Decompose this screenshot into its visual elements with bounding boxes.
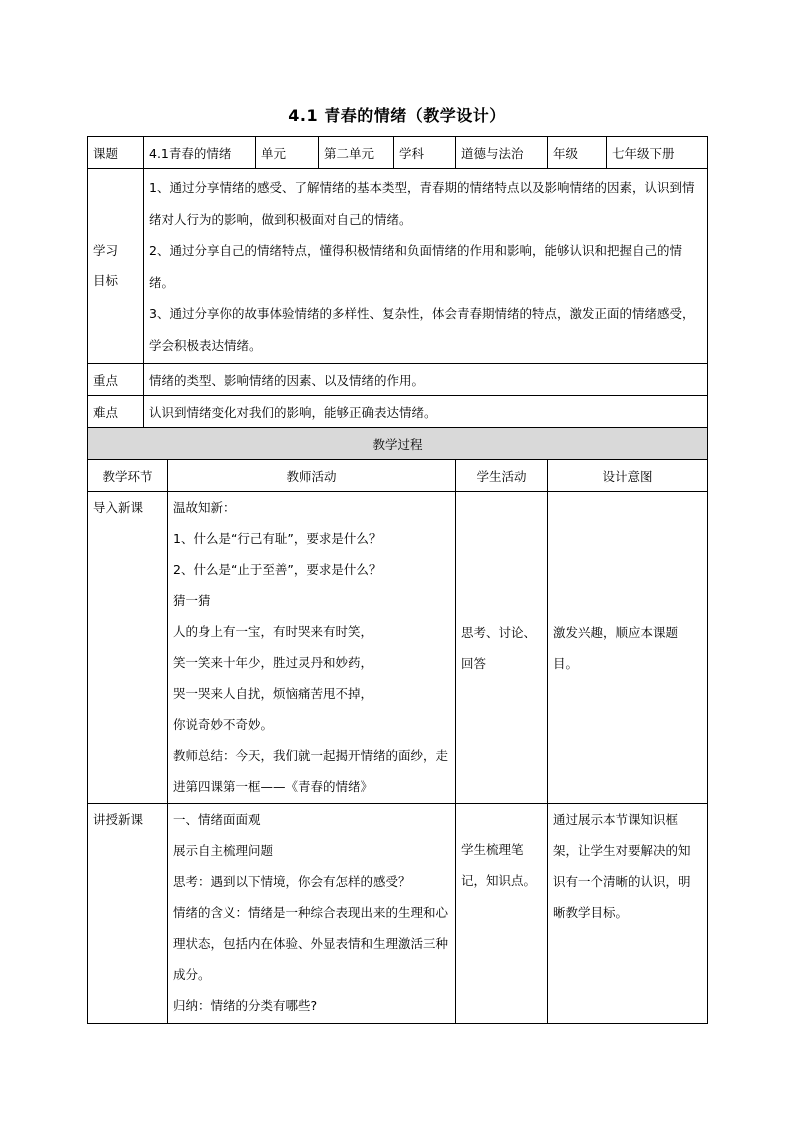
key-points-text: 情绪的类型、影响情绪的因素、以及情绪的作用。 (144, 364, 708, 396)
design-intent-cell: 通过展示本节课知识框架，让学生对要解决的知识有一个清晰的认识，明晰教学目标。 (548, 804, 708, 1024)
process-columns-row (88, 460, 708, 492)
teacher-line: 猜一猜 (173, 593, 211, 608)
objective-item: 2、通过分享自己的情绪特点，懂得积极情绪和负面情绪的作用和影响，能够认识和把握自己的情绪。 (149, 243, 682, 290)
unit-value: 第二单元 (319, 137, 394, 169)
teacher-line: 2、什么是“止于至善”，要求是什么？ (173, 562, 382, 577)
process-header: 教学过程 (88, 428, 708, 460)
column-header-intent: 设计意图 (548, 460, 708, 492)
student-activity-cell: 思考、讨论、回答 (456, 492, 548, 804)
subject-label: 学科 (394, 137, 456, 169)
objective-item: 3、通过分享你的故事体验情绪的多样性、复杂性，体会青春期情绪的特点，激发正面的情绪感受，学会积极表达情绪。 (149, 306, 695, 353)
teacher-line: 一、情绪面面观 (173, 812, 261, 827)
stage-cell: 导入新课 (88, 492, 168, 804)
column-header-stage: 教学环节 (88, 460, 168, 492)
teacher-line: 人的身上有一宝，有时哭来有时笑， (173, 624, 374, 639)
teacher-activity-cell (168, 804, 456, 1024)
info-row (88, 137, 708, 169)
student-activity-cell (456, 804, 548, 1024)
difficulties-row (88, 396, 708, 428)
process-row-intro (88, 492, 708, 804)
key-points-label: 重点 (88, 364, 144, 396)
course-label: 课题 (88, 137, 144, 169)
teacher-activity-cell (168, 492, 456, 804)
teacher-line: 你说奇妙不奇妙。 (173, 717, 274, 732)
teacher-line: 教师总结：今天，我们就一起揭开情绪的面纱，走进第四课第一框——《青春的情绪》 (173, 748, 449, 794)
grade-value: 七年级下册 (607, 137, 708, 169)
difficulties-text: 认识到情绪变化对我们的影响，能够正确表达情绪。 (144, 396, 708, 428)
student-activity-text: 学生梳理笔记，知识点。 (461, 842, 537, 888)
objectives-label-line1: 学习 (93, 243, 119, 258)
teacher-line: 1、什么是“行己有耻”，要求是什么？ (173, 531, 382, 546)
unit-label: 单元 (256, 137, 319, 169)
teacher-line: 笑一笑来十年少，胜过灵丹和妙药， (173, 655, 374, 670)
process-header-row (88, 428, 708, 460)
teacher-line: 思考：遇到以下情境，你会有怎样的感受？ (173, 874, 411, 889)
teacher-line: 温故知新： (173, 500, 236, 515)
process-row-lecture (88, 804, 708, 1024)
key-points-row (88, 364, 708, 396)
column-header-teacher: 教师活动 (168, 460, 456, 492)
objectives-content (144, 169, 708, 364)
teacher-line: 展示自主梳理问题 (173, 843, 274, 858)
teacher-line: 情绪的含义：情绪是一种综合表现出来的生理和心理状态，包括内在体验、外显表情和生理激活三种成分。 (173, 905, 449, 982)
objective-item: 1、通过分享情绪的感受、了解情绪的基本类型，青春期的情绪特点以及影响情绪的因素，认识到情绪对人行为的影响，做到积极面对自己的情绪。 (149, 180, 695, 227)
teacher-line: 归纳：情绪的分类有哪些? (173, 998, 318, 1013)
objectives-label (88, 169, 144, 364)
course-value: 4.1青春的情绪 (144, 137, 256, 169)
objectives-label-line2: 目标 (93, 273, 119, 288)
objectives-row (88, 169, 708, 364)
grade-label: 年级 (548, 137, 607, 169)
column-header-student: 学生活动 (456, 460, 548, 492)
design-intent-cell: 激发兴趣，顺应本课题目。 (548, 492, 708, 804)
difficulties-label: 难点 (88, 396, 144, 428)
lesson-plan-table (87, 136, 708, 1024)
page-title: 4.1 青春的情绪（教学设计） (288, 106, 506, 125)
teacher-line: 哭一哭来人自扰，烦恼痛苦甩不掉， (173, 686, 374, 701)
stage-cell: 讲授新课 (88, 804, 168, 1024)
subject-value: 道德与法治 (456, 137, 548, 169)
